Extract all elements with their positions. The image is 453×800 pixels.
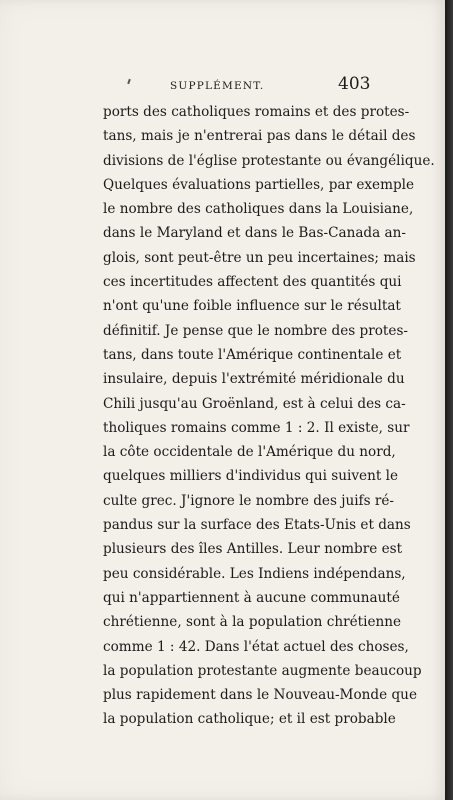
text-line: la population catholique; et il est probable bbox=[103, 711, 396, 728]
text-line: tholiques romains comme 1 : 2. Il existe, sur bbox=[103, 419, 410, 436]
text-line: tans, dans toute l'Amérique continentale et bbox=[103, 346, 402, 363]
text-line: quelques milliers d'individus qui suivent le bbox=[103, 468, 399, 485]
text-line: Quelques évaluations partielles, par exemple bbox=[103, 176, 415, 193]
text-line: plus rapidement dans le Nouveau-Monde que bbox=[103, 687, 417, 704]
page-number: 403 bbox=[338, 74, 371, 94]
text-line: ces incertitudes affectent des quantités qui bbox=[103, 274, 402, 291]
text-line: chrétienne, sont à la population chrétienne bbox=[103, 614, 402, 631]
body-text bbox=[103, 100, 435, 732]
text-line: pandus sur la surface des Etats-Unis et dans bbox=[103, 517, 411, 534]
text-line: comme 1 : 42. Dans l'état actuel des choses, bbox=[103, 638, 409, 655]
text-line: la côte occidentale de l'Amérique du nord, bbox=[103, 444, 396, 461]
text-line: dans le Maryland et dans le Bas-Canada an- bbox=[103, 225, 407, 242]
page-edge bbox=[445, 0, 453, 800]
text-line: définitif. Je pense que le nombre des protes- bbox=[103, 322, 409, 339]
page-header bbox=[0, 74, 445, 98]
text-line: insulaire, depuis l'extrémité méridionale du bbox=[103, 371, 405, 388]
text-line: peu considérable. Les Indiens indépendans, bbox=[103, 565, 406, 582]
running-title: SUPPLÉMENT. bbox=[170, 80, 265, 92]
text-line: glois, sont peut-être un peu incertaines; mais bbox=[103, 249, 416, 266]
text-line: ports des catholiques romains et des protes- bbox=[103, 104, 410, 120]
text-line: qui n'appartiennent à aucune communauté bbox=[103, 589, 400, 606]
text-line: la population protestante augmente beaucoup bbox=[103, 662, 422, 679]
text-line: Chili jusqu'au Groënland, est à celui des ca- bbox=[103, 395, 406, 412]
text-line: le nombre des catholiques dans la Louisiane, bbox=[103, 201, 414, 218]
text-line: plusieurs des îles Antilles. Leur nombre est bbox=[103, 541, 403, 558]
text-line: tans, mais je n'entrerai pas dans le détail des bbox=[103, 128, 416, 145]
text-line: divisions de l'église protestante ou évangélique. bbox=[103, 152, 435, 169]
text-line: culte grec. J'ignore le nombre des juifs ré- bbox=[103, 492, 395, 509]
text-line: n'ont qu'une foible influence sur le résultat bbox=[103, 298, 401, 315]
